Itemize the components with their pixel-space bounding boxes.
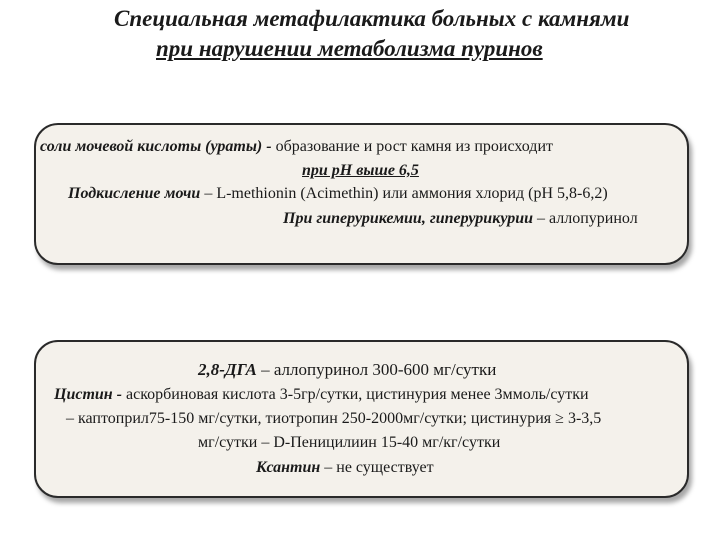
urate-term: соли мочевой кислоты (ураты) - <box>40 138 272 155</box>
acidification-desc: – L-methionin (Acimethin) или аммония хлорид (рН 5,8-6,2) <box>200 185 608 202</box>
acidification-term: Подкисление мочи <box>68 185 201 202</box>
dha-line <box>198 360 496 380</box>
xanthine-line <box>256 459 434 477</box>
dha-desc: – аллопуринол 300-600 мг/сутки <box>256 360 497 379</box>
urate-line-1 <box>40 138 553 156</box>
xanthine-desc: – не существует <box>320 459 434 476</box>
hyperuricemia-desc: – аллопуринол <box>533 210 638 227</box>
cystine-line-1 <box>54 386 589 404</box>
urate-line-4 <box>283 210 638 228</box>
urate-line-3 <box>68 185 608 203</box>
hyperuricemia-term: При гиперурикемии, гиперурикурии <box>283 210 533 227</box>
title-line-2: при нарушении метаболизма пуринов <box>156 36 543 61</box>
cystine-desc: аскорбиновая кислота 3-5гр/сутки, цистинурия менее 3ммоль/сутки <box>122 386 589 403</box>
slide-title <box>0 4 720 64</box>
cystine-line-3: мг/сутки – D-Пеницилиин 15-40 мг/кг/сутки <box>198 434 501 451</box>
dha-term: 2,8-ДГА <box>198 360 257 379</box>
cystine-term: Цистин - <box>54 386 122 403</box>
xanthine-term: Ксантин <box>256 459 321 476</box>
cystine-line-2: – каптоприл75-150 мг/сутки, тиотропин 250-2000мг/сутки; цистинурия ≥ 3-3,5 <box>66 410 602 427</box>
urate-ph-note: при рН выше 6,5 <box>302 162 419 179</box>
urate-desc: образование и рост камня из происходит <box>271 138 553 155</box>
title-line-1: Специальная метафилактика больных с камнями <box>114 6 630 31</box>
